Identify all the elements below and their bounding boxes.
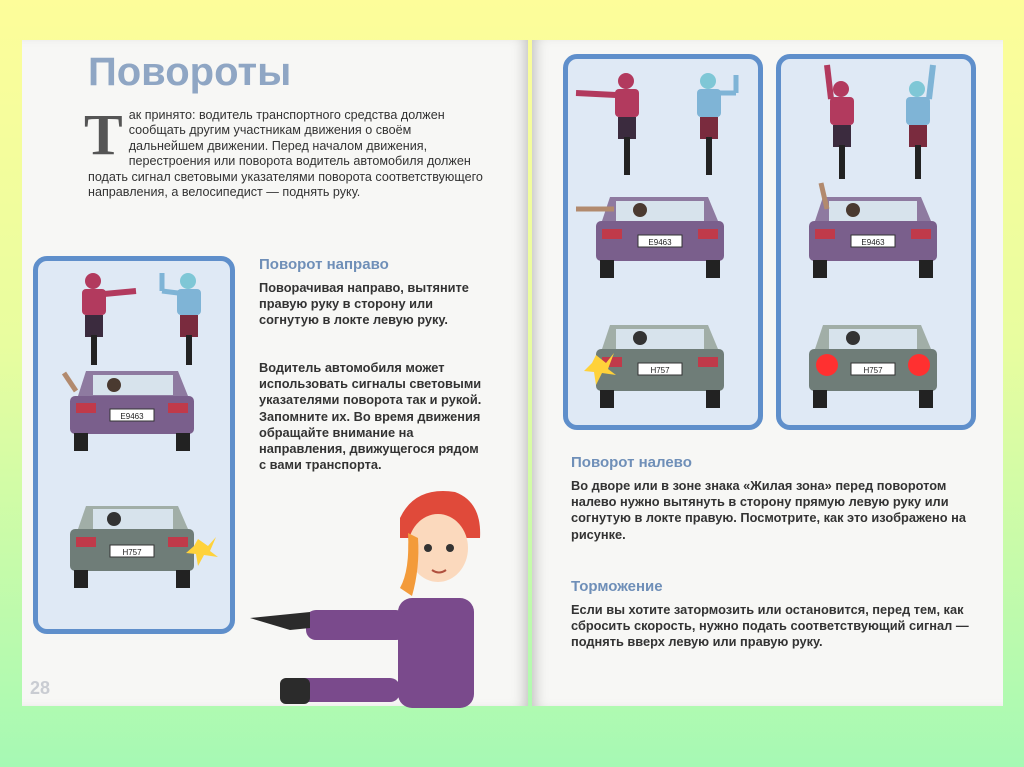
left-turn-scene (568, 59, 758, 425)
left-brake-light (816, 354, 838, 376)
page-title: Повороты (88, 50, 292, 94)
page-number: 28 (30, 678, 51, 698)
car-purple (64, 371, 194, 451)
heading-left-turn: Поворот налево (571, 454, 692, 471)
plate-text-3: Е9463 (648, 238, 672, 247)
heading-right-turn: Поворот направо (259, 256, 389, 273)
left-turn-illustration (563, 54, 763, 430)
cyclist-straight-arm (82, 273, 136, 365)
car-purple-left (576, 197, 724, 278)
right-turn-scene (38, 261, 230, 629)
intro-text: ак принято: водитель транспортного средства должен сообщать другим участникам движения о своём дальнейшем движении. Перед началом движения, перестроения или поворота водитель автомобиля должен подать сигнал световыми указателями поворота соответствующего направления, а велосипедист — поднять руку. (88, 108, 483, 200)
car-grey-left (584, 325, 724, 408)
cyclist-right-bent-arm (697, 73, 736, 175)
plate-text-2: Н757 (122, 548, 142, 557)
plate-text-5: Е9463 (861, 238, 885, 247)
plate-text-6: Н757 (863, 366, 883, 375)
cyclist-left-straight-arm (576, 73, 639, 175)
right-turn-paragraph-1: Поворачивая направо, вытяните правую руку в сторону или согнутую в локте левую руку. (259, 280, 469, 328)
braking-scene (781, 59, 971, 425)
car-grey (70, 506, 218, 588)
girl-signaling-illustration (250, 478, 490, 708)
intro-dropcap: Т (84, 102, 123, 167)
cyclist-bent-arm (162, 273, 201, 365)
heading-braking: Торможение (571, 578, 663, 595)
plate-text-1: Е9463 (120, 412, 144, 421)
cyclist-raised-left-arm (827, 65, 854, 179)
right-brake-light (908, 354, 930, 376)
left-turn-paragraph: Во дворе или в зоне знака «Жилая зона» перед поворотом налево нужно вытянуть в сторону прямую левую руку или согнутую в локте правую. Посмотрите, как это изображено на рисунке. (571, 478, 966, 542)
intro-paragraph (84, 102, 488, 200)
plate-text-4: Н757 (650, 366, 670, 375)
right-turn-illustration (33, 256, 235, 634)
cyclist-raised-right-arm (906, 65, 933, 179)
car-purple-braking (809, 183, 937, 278)
braking-paragraph: Если вы хотите затормозить или остановится, перед тем, как сбросить скорость, нужно подать соответствующий сигнал — поднять вверх левую или правую руку. (571, 602, 969, 650)
right-turn-paragraph-2: Водитель автомобиля может использовать сигналы световыми указателями поворота так и рукой. Запомните их. Во время движения обращайте внимание на направления, движущегося рядом с вами транспорта. (259, 360, 482, 473)
braking-illustration (776, 54, 976, 430)
car-grey-braking (809, 325, 937, 408)
